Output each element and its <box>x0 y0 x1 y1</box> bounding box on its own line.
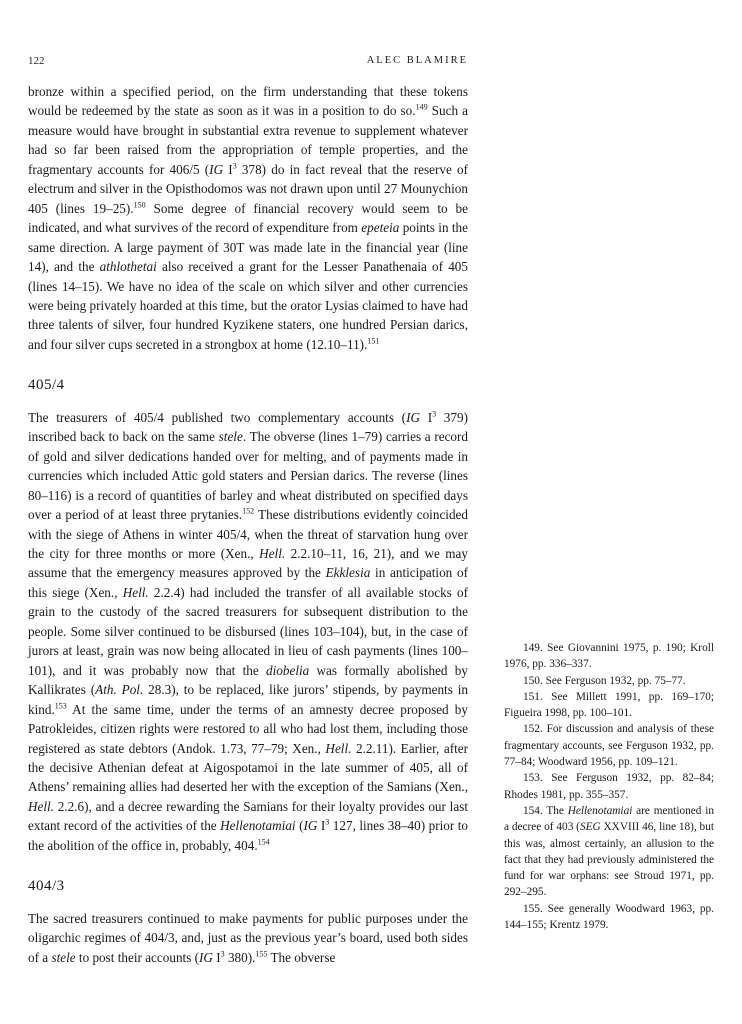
text-run: The obverse <box>267 949 336 965</box>
footnote-ref: 3 <box>432 409 437 419</box>
text-run: . The obverse (lines 1–79) carries a record of gold and silver dedications handed over for melting, and of payments made in currencies which included Attic gold staters and Persian darics. The reverse (lines 80–116) is a record of quantities of barley and wheat distributed on specified days over a period of at least three prytanies. <box>28 429 469 523</box>
italic-term: IG <box>406 409 420 425</box>
text-run: also received a grant for the Lesser Panathenaia of 405 (lines 14–15). We have no idea of the scale on which silver and other currencies were being privately hoarded at this time, but the orator Lysias claimed to have had three talents of silver, four hundred Kyzikene staters, one hundred Persian darics, and four silver cups secreted in a strongbox at home (12.10–11). <box>28 259 468 352</box>
italic-term: Ath. Pol. <box>95 682 144 698</box>
footnote <box>504 689 714 722</box>
text-run: 153. See Ferguson 1932, pp. 82–84; Rhodes 1981, pp. 355–357. <box>504 772 714 801</box>
section-heading: 404/3 <box>28 878 65 895</box>
text-run: points in the same direction. A large payment of 30T was made late in the financial year (line 14), and the <box>28 220 468 275</box>
page-number: 122 <box>28 55 45 67</box>
text-run: The treasurers of 405/4 published two complementary accounts ( <box>28 409 407 425</box>
main-text <box>28 82 468 967</box>
text-run: 149. See Giovannini 1975, p. 190; Kroll 1976, pp. 336–337. <box>504 642 714 671</box>
text-run: At the same time, under the terms of an amnesty decree proposed by Patrokleides, citizen rights were restored to all who had lost them, including those registered as state debtors (Andok. 1.73, 77–79; Xen., <box>28 701 468 756</box>
footnote <box>504 803 714 901</box>
text-run: I <box>317 818 326 834</box>
body-paragraph <box>28 408 468 855</box>
text-run: ( <box>295 818 304 834</box>
text-run: was formally abolished by Kallikrates ( <box>28 662 468 698</box>
text-run: 152. For discussion and analysis of these fragmentary accounts, see Ferguson 1932, pp. 77–84; Woodward 1956, pp. 109–121. <box>504 723 714 769</box>
text-run: Some degree of financial recovery would seem to be indicated, and what survives of the record of expenditure from <box>28 200 468 236</box>
section-heading: 405/4 <box>28 377 65 394</box>
text-run: are mentioned in a decree of 403 ( <box>504 804 714 834</box>
text-run: bronze within a specified period, on the firm understanding that these tokens would be redeemed by the state as soon as it was in a position to do so. <box>28 84 468 119</box>
text-run: These distributions evidently coincided with the siege of Athens in winter 405/4, when the threat of starvation hung over the city for three months or more (Xen., <box>28 507 469 561</box>
body-paragraph <box>28 82 468 354</box>
text-run: I <box>419 409 433 425</box>
footnote <box>504 901 714 934</box>
text-run: 2.2.10–11, 16, 21), and we may assume that the emergency measures approved by the <box>28 545 468 581</box>
text-run: 2.2.11). Earlier, after the decisive Athenian defeat at Aigospotamoi in the late summer of 405, all of Athens’ remaining allies had deserted her with the exception of the Samians (Xen., <box>28 740 469 795</box>
page-header <box>28 55 468 69</box>
footnote-ref: 149 <box>415 103 428 113</box>
italic-term: Hell. <box>28 798 55 814</box>
footnote-ref: 154 <box>257 837 270 847</box>
text-run: I <box>223 161 233 177</box>
footnote <box>504 770 714 803</box>
footnotes <box>504 640 714 933</box>
italic-term: Hell. <box>325 740 352 756</box>
italic-term: Ekklesia <box>325 565 371 581</box>
text-run: 155. See generally Woodward 1963, pp. 144–155; Krentz 1979. <box>504 902 714 932</box>
italic-term: Hellenotamiai <box>220 818 296 834</box>
footnote <box>504 721 714 770</box>
footnote-ref: 151 <box>367 336 380 346</box>
italic-term: SEG <box>579 821 601 834</box>
text-run: in anticipation of this siege (Xen., <box>28 565 468 600</box>
running-head: ALEC BLAMIRE <box>366 55 468 66</box>
text-run: Such a measure would have brought in substantial extra revenue to supplement whatever had so far been raised from the appropriation of temple properties, and the fragmentary accounts for 406/5 ( <box>28 103 468 177</box>
footnote-ref: 153 <box>54 701 67 711</box>
footnote-ref: 152 <box>242 506 255 516</box>
footnote <box>504 640 714 673</box>
italic-term: Hell. <box>259 545 286 561</box>
footnote-ref: 3 <box>325 817 330 827</box>
body-paragraph <box>28 909 468 967</box>
text-run: 2.2.6), and a decree rewarding the Samians for their loyalty provides our last extant record of the activities of the <box>28 798 468 834</box>
italic-term: diobelia <box>266 662 310 678</box>
text-run: 150. See Ferguson 1932, pp. 75–77. <box>523 674 686 687</box>
italic-term: IG <box>303 818 318 834</box>
footnote-ref: 155 <box>255 949 268 959</box>
text-run: 2.2.4) had included the transfer of all available stocks of grain to the custody of the sacred treasurers for subsequent distribution to the people. Some silver continued to be disbursed (lines 103–104), but, in the case of jurors at least, grain was now being allocated in lieu of cash payments (lines 100–101), and it was probably now that the <box>28 584 469 678</box>
text-run: 154. The <box>523 804 568 817</box>
text-run: 378) do in fact reveal that the reserve of electrum and silver in the Opisthodomos was not drawn upon until 27 Mounychion 405 (lines 19–25). <box>28 161 468 216</box>
italic-term: IG <box>199 949 213 965</box>
text-run: 379) inscribed back to back on the same <box>28 409 468 445</box>
italic-term: IG <box>209 161 224 177</box>
footnote-ref: 3 <box>232 161 237 171</box>
italic-term: stele <box>51 949 76 965</box>
italic-term: epeteia <box>361 220 400 236</box>
italic-term: Hell. <box>122 584 149 600</box>
text-run: 151. See Millett 1991, pp. 169–170; Figueira 1998, pp. 100–101. <box>504 690 714 720</box>
italic-term: stele <box>218 429 243 445</box>
text-run: 28.3), to be replaced, like jurors’ stipends, by payments in kind. <box>28 682 468 717</box>
text-run: I <box>212 949 221 965</box>
text-run: to post their accounts ( <box>75 949 200 965</box>
italic-term: athlothetai <box>99 259 157 275</box>
text-run: 380). <box>224 949 256 965</box>
footnote-ref: 3 <box>220 949 225 959</box>
footnote <box>504 673 714 689</box>
footnote-ref: 150 <box>133 200 146 210</box>
italic-term: Hellenotamiai <box>567 804 633 817</box>
text-run: 127, lines 38–40) prior to the abolition of the office in, probably, 404. <box>28 818 468 853</box>
text-run: The sacred treasurers continued to make payments for public purposes under the oligarchic regimes of 404/3, and, just as the previous year’s board, used both sides of a <box>28 910 468 965</box>
text-run: XXVIII 46, line 18), but this was, almost certainly, an allusion to the fact that they had previously administered the fund for war orphans: see Stroud 1971, pp. 292–295. <box>504 821 714 899</box>
